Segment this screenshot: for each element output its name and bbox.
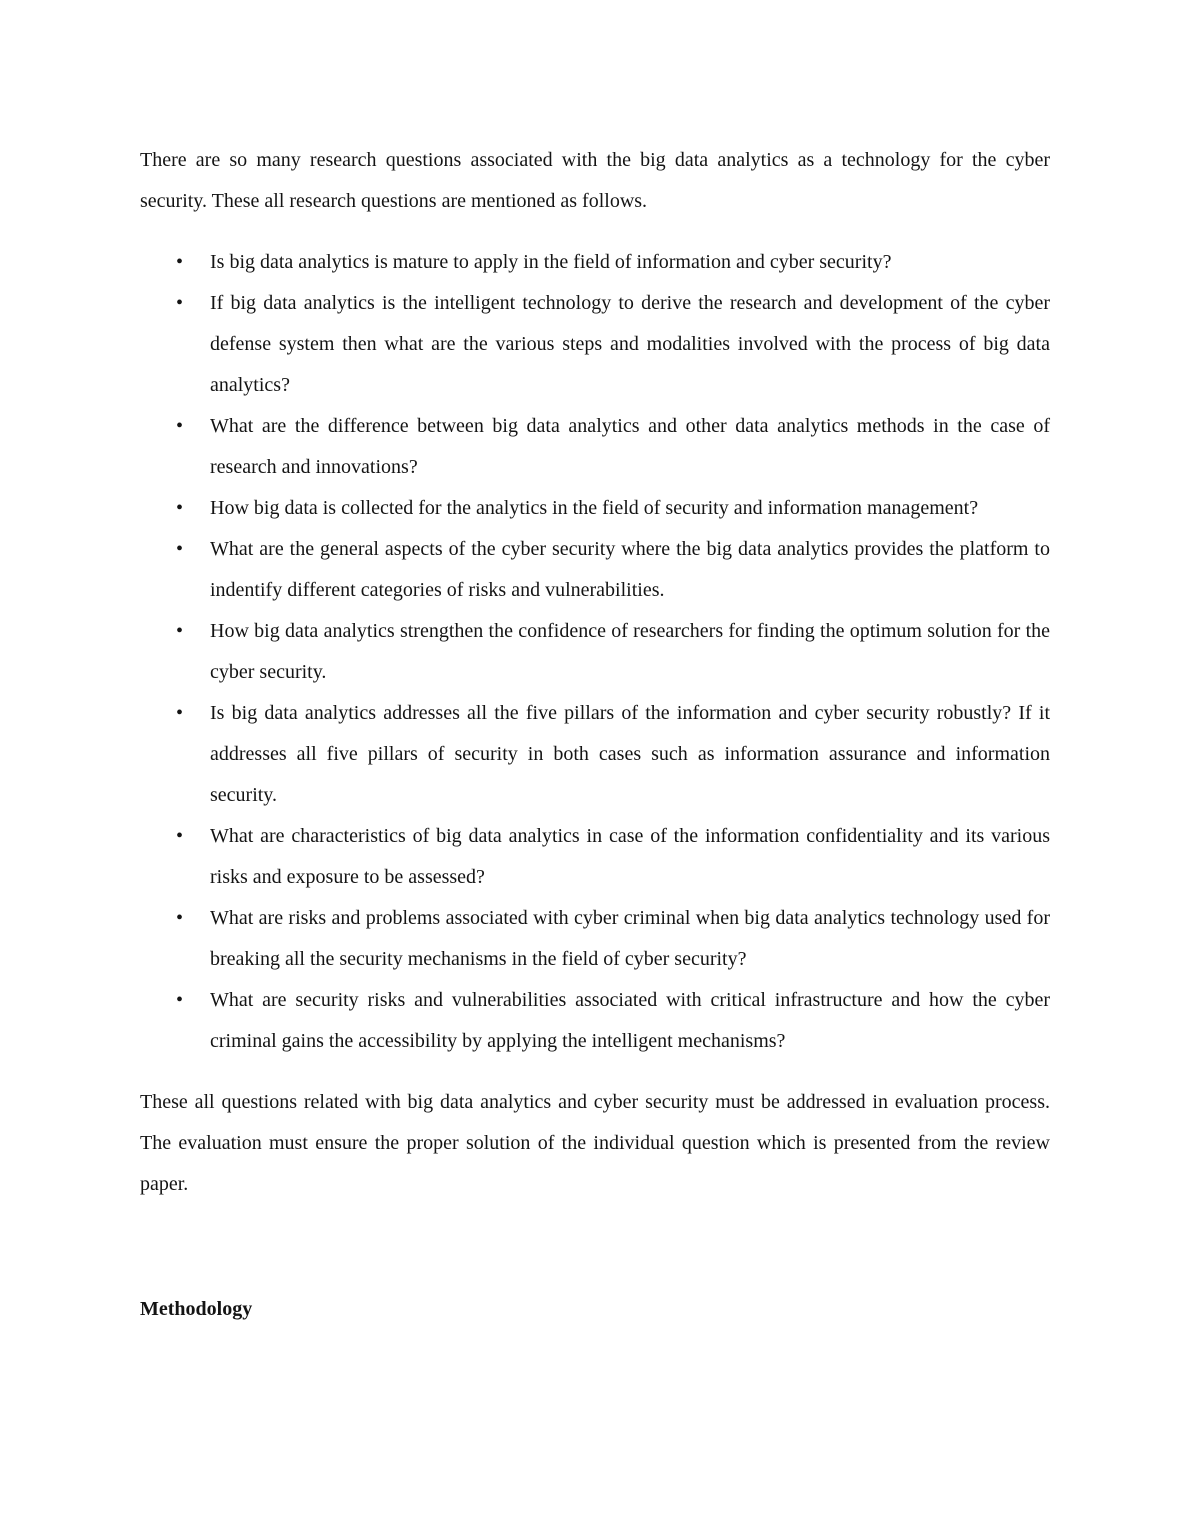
list-item: [140, 529, 1050, 611]
list-item: [140, 406, 1050, 488]
list-item-text: If big data analytics is the intelligent technology to derive the research and development of the cyber defense system then what are the various steps and modalities involved with the process of big data analytics?: [210, 292, 1050, 396]
closing-paragraph: These all questions related with big data analytics and cyber security must be addressed in evaluation process. The evaluation must ensure the proper solution of the individual question which is presented from the review paper.: [140, 1091, 1050, 1195]
list-item: [140, 611, 1050, 693]
methodology-heading: Methodology: [140, 1298, 253, 1320]
bullet-icon: •: [176, 251, 184, 273]
bullet-icon: •: [176, 620, 184, 642]
list-item-text: What are characteristics of big data analytics in case of the information confidentiality and its various risks and exposure to be assessed?: [210, 825, 1050, 888]
bullet-icon: •: [176, 292, 184, 314]
list-item-text: What are risks and problems associated with cyber criminal when big data analytics technology used for breaking all the security mechanisms in the field of cyber security?: [210, 907, 1050, 970]
list-item-text: What are security risks and vulnerabilities associated with critical infrastructure and how the cyber criminal gains the accessibility by applying the intelligent mechanisms?: [210, 989, 1050, 1052]
bullet-icon: •: [176, 907, 184, 929]
list-item-text: How big data is collected for the analytics in the field of security and information management?: [210, 497, 979, 519]
bullet-icon: •: [176, 497, 184, 519]
list-item: [140, 693, 1050, 816]
list-item: [140, 242, 1050, 283]
bullet-icon: •: [176, 702, 184, 724]
bullet-icon: •: [176, 989, 184, 1011]
list-item-text: What are the difference between big data analytics and other data analytics methods in the case of research and innovations?: [210, 415, 1050, 478]
bullet-icon: •: [176, 415, 184, 437]
list-item-text: How big data analytics strengthen the confidence of researchers for finding the optimum solution for the cyber security.: [210, 620, 1050, 683]
bullet-icon: •: [176, 825, 184, 847]
list-item-text: Is big data analytics is mature to apply in the field of information and cyber security?: [210, 251, 892, 273]
list-item: [140, 283, 1050, 406]
intro-paragraph: There are so many research questions associated with the big data analytics as a technology for the cyber security. These all research questions are mentioned as follows.: [140, 149, 1050, 212]
bullet-icon: •: [176, 538, 184, 560]
list-item: [140, 488, 1050, 529]
list-item-text: What are the general aspects of the cyber security where the big data analytics provides the platform to indentify different categories of risks and vulnerabilities.: [210, 538, 1050, 601]
list-item-text: Is big data analytics addresses all the five pillars of the information and cyber security robustly? If it addresses all five pillars of security in both cases such as information assurance and information security.: [210, 702, 1050, 806]
list-item: [140, 816, 1050, 898]
list-item: [140, 980, 1050, 1062]
list-item: [140, 898, 1050, 980]
research-questions-list: [140, 242, 1050, 1062]
